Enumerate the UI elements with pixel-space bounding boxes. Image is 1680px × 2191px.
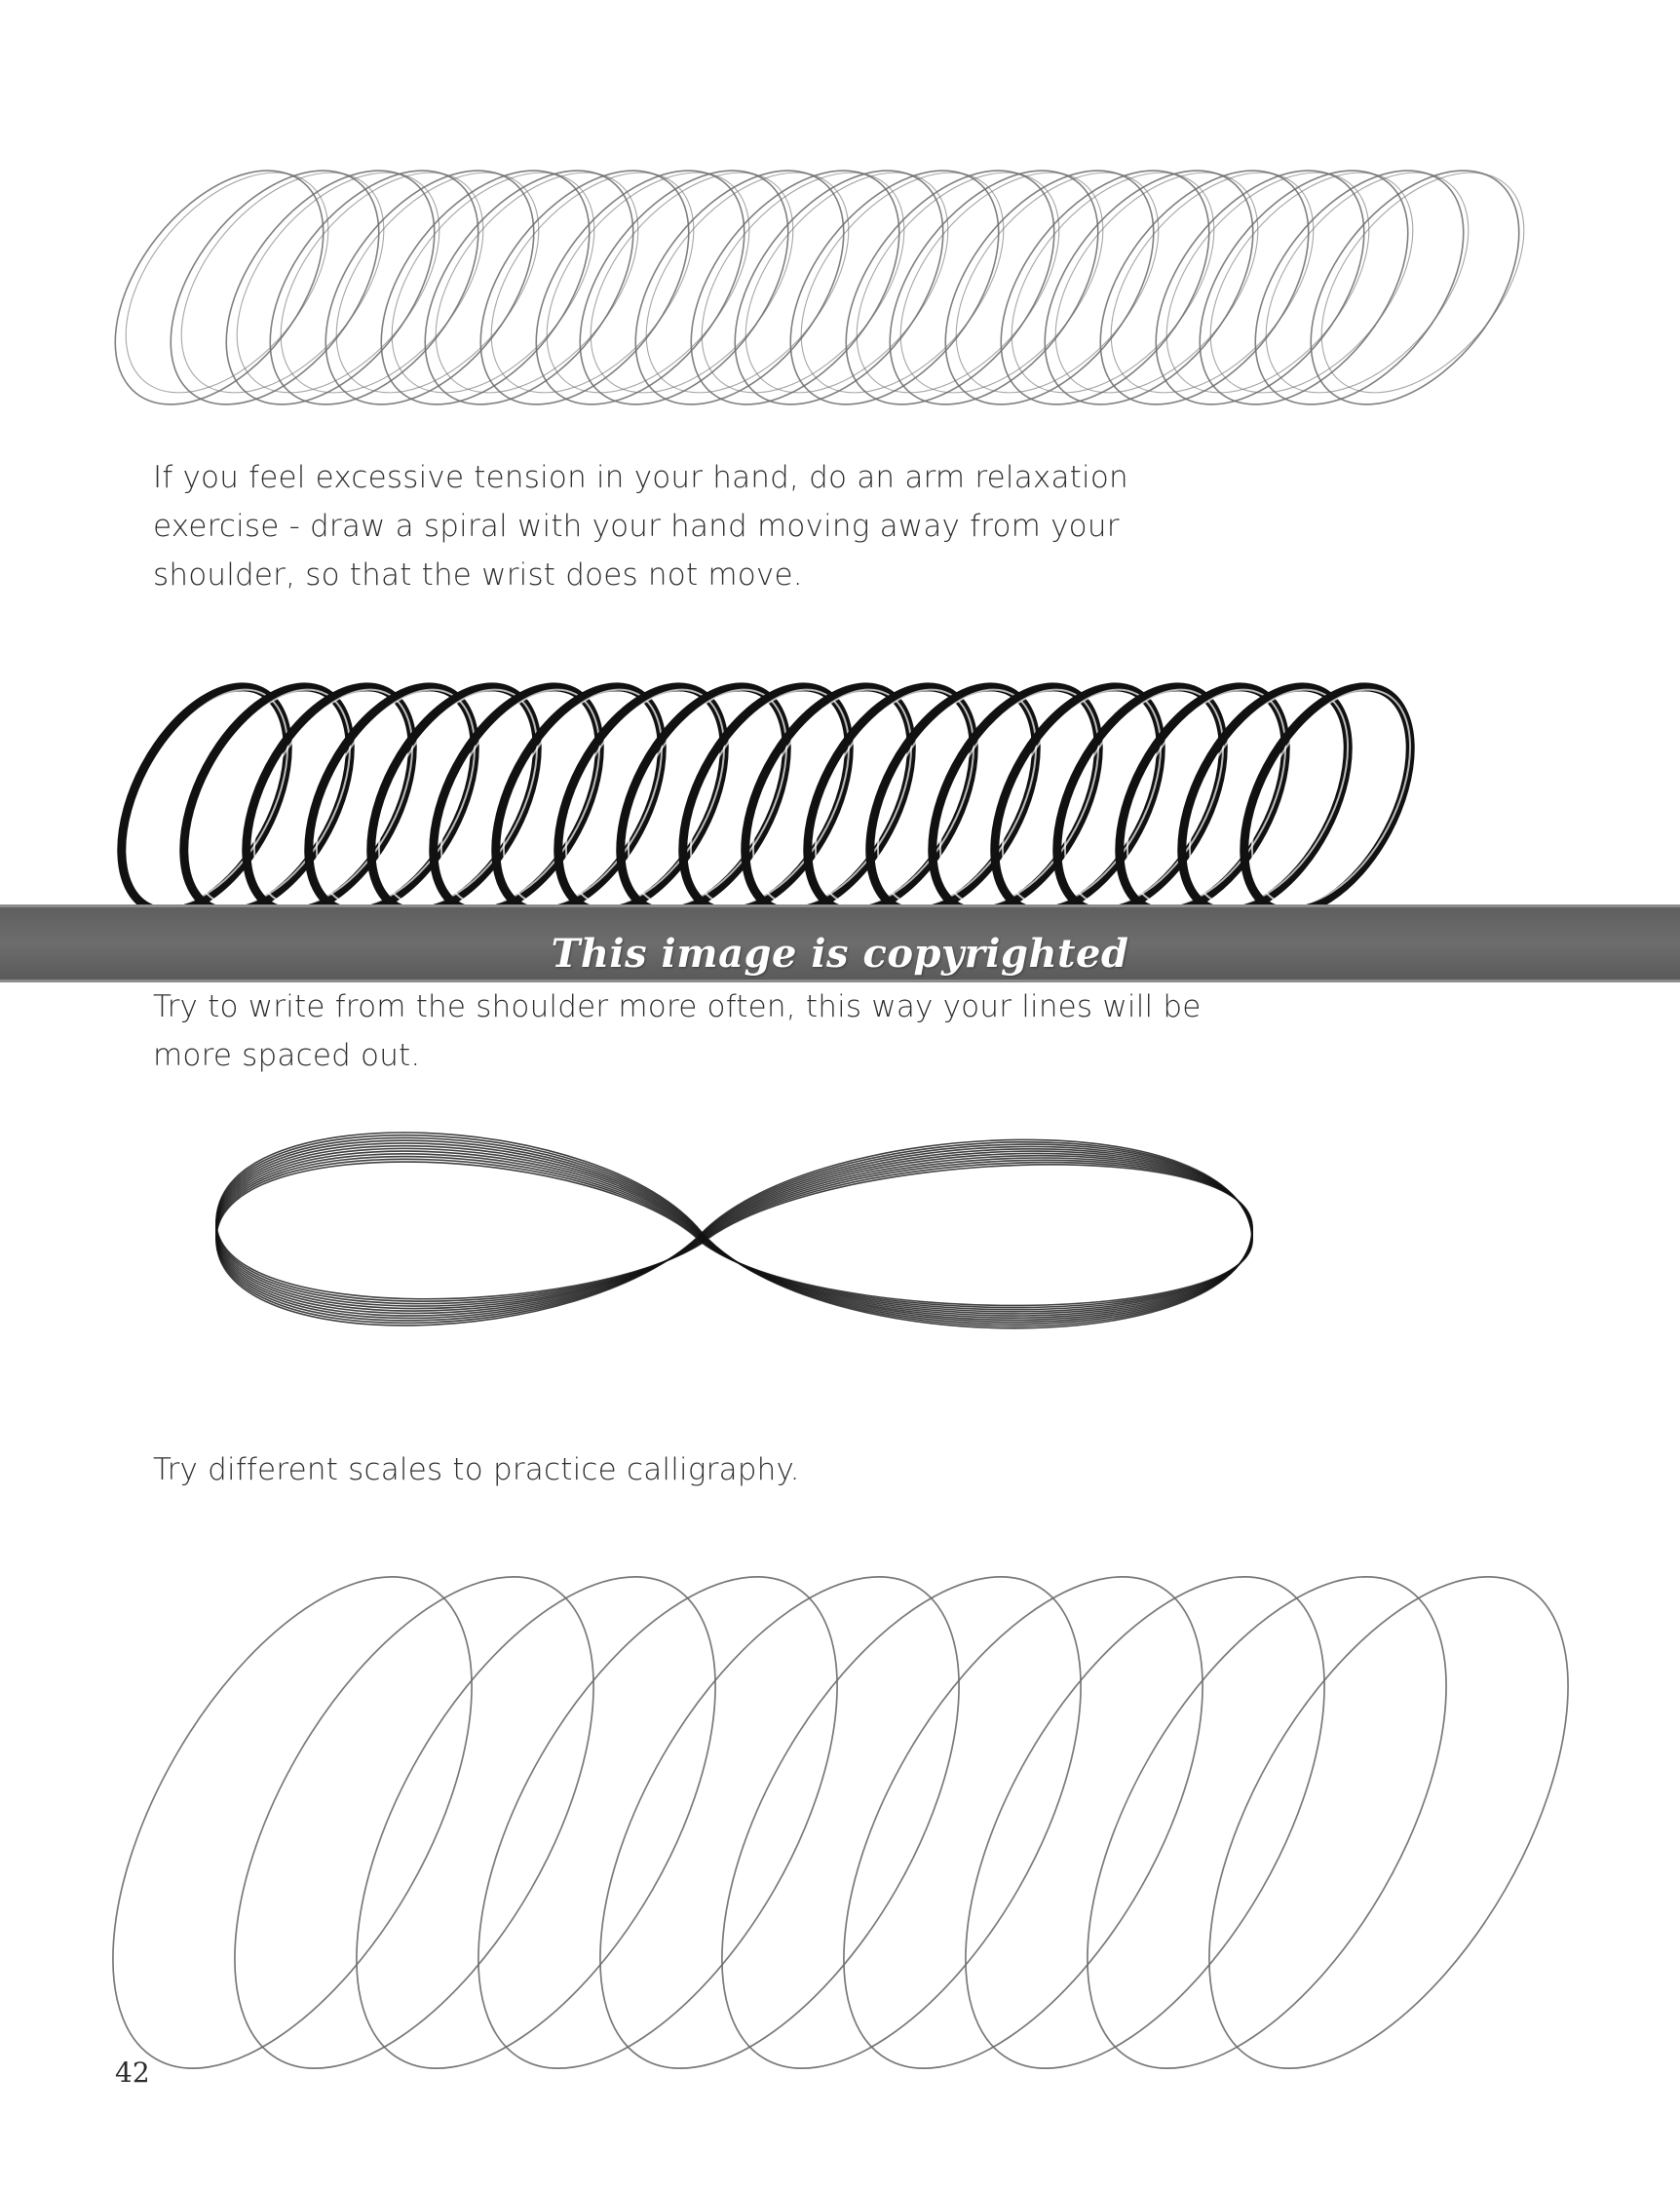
- copyright-watermark-banner: [0, 904, 1680, 982]
- spiral-loop-stroke: [283, 1530, 788, 2115]
- spiral-loop-stroke: [538, 136, 829, 442]
- infinity-loop-stroke: [216, 1142, 1252, 1324]
- infinity-loop-stroke: [216, 1148, 1252, 1316]
- infinity-loop-stroke: [216, 1146, 1252, 1319]
- spiral-loop-stroke: [1003, 136, 1294, 442]
- spiral-drill-large-illustration: [0, 1530, 1680, 2115]
- spiral-loop-stroke: [161, 1530, 667, 2115]
- spiral-loop-stroke: [73, 136, 364, 442]
- spiral-loop-stroke: [228, 136, 519, 442]
- infinity-loop-drill-illustration: [0, 1092, 1680, 1384]
- spiral-loop-stroke: [648, 1530, 1154, 2115]
- infinity-loop-stroke: [216, 1146, 1252, 1318]
- spiral-loop-stroke: [1013, 1530, 1519, 2115]
- scales-paragraph: [153, 1445, 800, 1494]
- spiral-loop-stroke: [404, 1530, 910, 2115]
- relaxation-line-1: If you feel excessive tension in your hand, do an arm relaxation: [153, 460, 1128, 495]
- copyright-watermark-text: This image is copyrighted: [551, 931, 1129, 977]
- shoulder-paragraph: [153, 982, 1202, 1080]
- spiral-loop-stroke: [526, 1530, 1032, 2115]
- relaxation-line-2: exercise - draw a spiral with your hand moving away from your: [153, 509, 1120, 544]
- spiral-loop-stroke: [1135, 1530, 1641, 2115]
- shoulder-line-2: more spaced out.: [153, 1038, 421, 1073]
- infinity-loop-stroke: [216, 1143, 1252, 1320]
- relaxation-line-3: shoulder, so that the wrist does not move.: [153, 557, 803, 593]
- spiral-loop-stroke: [848, 136, 1139, 442]
- spiral-loop-stroke: [39, 1530, 545, 2115]
- infinity-loop-stroke: [216, 1144, 1252, 1321]
- spiral-drill-thin-illustration: [0, 136, 1680, 448]
- scales-line-1: Try different scales to practice calligraphy.: [153, 1452, 800, 1487]
- spiral-loop-stroke: [892, 1530, 1397, 2115]
- infinity-loop-stroke: [216, 1149, 1252, 1316]
- infinity-loop-stroke: [216, 1140, 1252, 1322]
- shoulder-line-1: Try to write from the shoulder more often, this way your lines will be: [153, 989, 1202, 1024]
- relaxation-paragraph: [153, 453, 1128, 599]
- page-number: 42: [115, 2056, 150, 2089]
- spiral-loop-stroke: [383, 136, 674, 442]
- spiral-loop-stroke: [770, 1530, 1276, 2115]
- spiral-loop-stroke: [1269, 136, 1560, 442]
- spiral-loop-stroke: [1158, 136, 1449, 442]
- spiral-loop-stroke: [693, 136, 984, 442]
- spiral-loop-stroke: [1213, 136, 1505, 442]
